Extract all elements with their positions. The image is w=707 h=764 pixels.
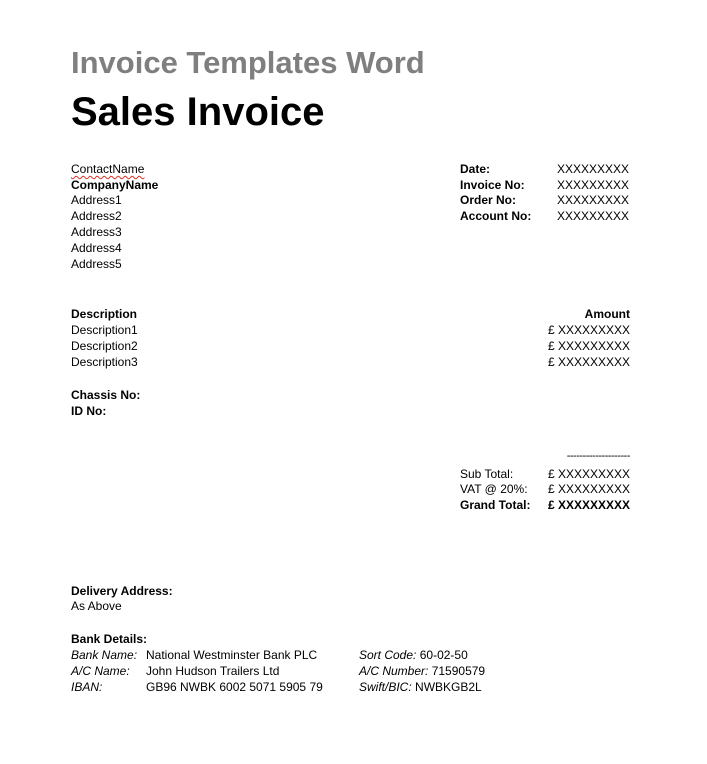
address-line-4: Address4 (71, 241, 122, 255)
totals-divider: -------------------- (566, 450, 630, 462)
line-item-amount-3: £ XXXXXXXXX (548, 355, 631, 369)
subtotal-label: Sub Total: (460, 467, 514, 481)
amount-header: Amount (584, 307, 630, 321)
ac-name-label: A/C Name: (71, 664, 130, 678)
bank-name-value: National Westminster Bank PLC (146, 648, 318, 662)
grand-total-label: Grand Total: (460, 498, 531, 512)
id-no-label: ID No: (71, 404, 107, 418)
sort-code-line (359, 647, 468, 663)
ac-name-value: John Hudson Trailers Ltd (146, 664, 280, 678)
description-header: Description (71, 307, 138, 321)
account-no-label: Account No: (460, 209, 532, 223)
account-no-value: XXXXXXXXX (557, 209, 630, 223)
vat-label: VAT @ 20%: (460, 482, 528, 496)
bank-name-label: Bank Name: (71, 648, 138, 662)
ac-number-value: 71590579 (431, 664, 486, 678)
invoice-no-label: Invoice No: (460, 178, 525, 192)
iban-label: IBAN: (71, 680, 103, 694)
company-name: CompanyName (71, 178, 159, 192)
address-line-1: Address1 (71, 193, 122, 207)
invoice-no-value: XXXXXXXXX (557, 178, 630, 192)
subtotal-value: £ XXXXXXXXX (548, 467, 631, 481)
contact-name: ContactName (71, 162, 145, 176)
line-item-amount-2: £ XXXXXXXXX (548, 339, 631, 353)
address-line-3: Address3 (71, 225, 122, 239)
delivery-address-label: Delivery Address: (71, 584, 173, 598)
delivery-address-value: As Above (71, 599, 122, 613)
sort-code-value: 60-02-50 (419, 648, 468, 662)
swift-label: Swift/BIC: (359, 680, 412, 694)
document-supertitle: Invoice Templates Word (71, 45, 425, 80)
address-line-2: Address2 (71, 209, 122, 223)
chassis-no-label: Chassis No: (71, 388, 141, 402)
line-item-description-3: Description3 (71, 355, 138, 369)
swift-value: NWBKGB2L (415, 680, 482, 694)
address-line-5: Address5 (71, 257, 122, 271)
iban-value: GB96 NWBK 6002 5071 5905 79 (146, 680, 323, 694)
ac-number-label: A/C Number: (359, 664, 429, 678)
order-no-label: Order No: (460, 193, 517, 207)
ac-number-line (359, 663, 485, 679)
vat-value: £ XXXXXXXXX (548, 482, 631, 496)
sort-code-label: Sort Code: (359, 648, 417, 662)
grand-total-value: £ XXXXXXXXX (548, 498, 631, 512)
order-no-value: XXXXXXXXX (557, 193, 630, 207)
date-value: XXXXXXXXX (557, 162, 630, 176)
line-item-amount-1: £ XXXXXXXXX (548, 323, 631, 337)
bank-details-heading: Bank Details: (71, 632, 148, 646)
line-item-description-1: Description1 (71, 323, 138, 337)
document-title: Sales Invoice (71, 90, 325, 134)
swift-line (359, 679, 482, 695)
date-label: Date: (460, 162, 491, 176)
line-item-description-2: Description2 (71, 339, 138, 353)
